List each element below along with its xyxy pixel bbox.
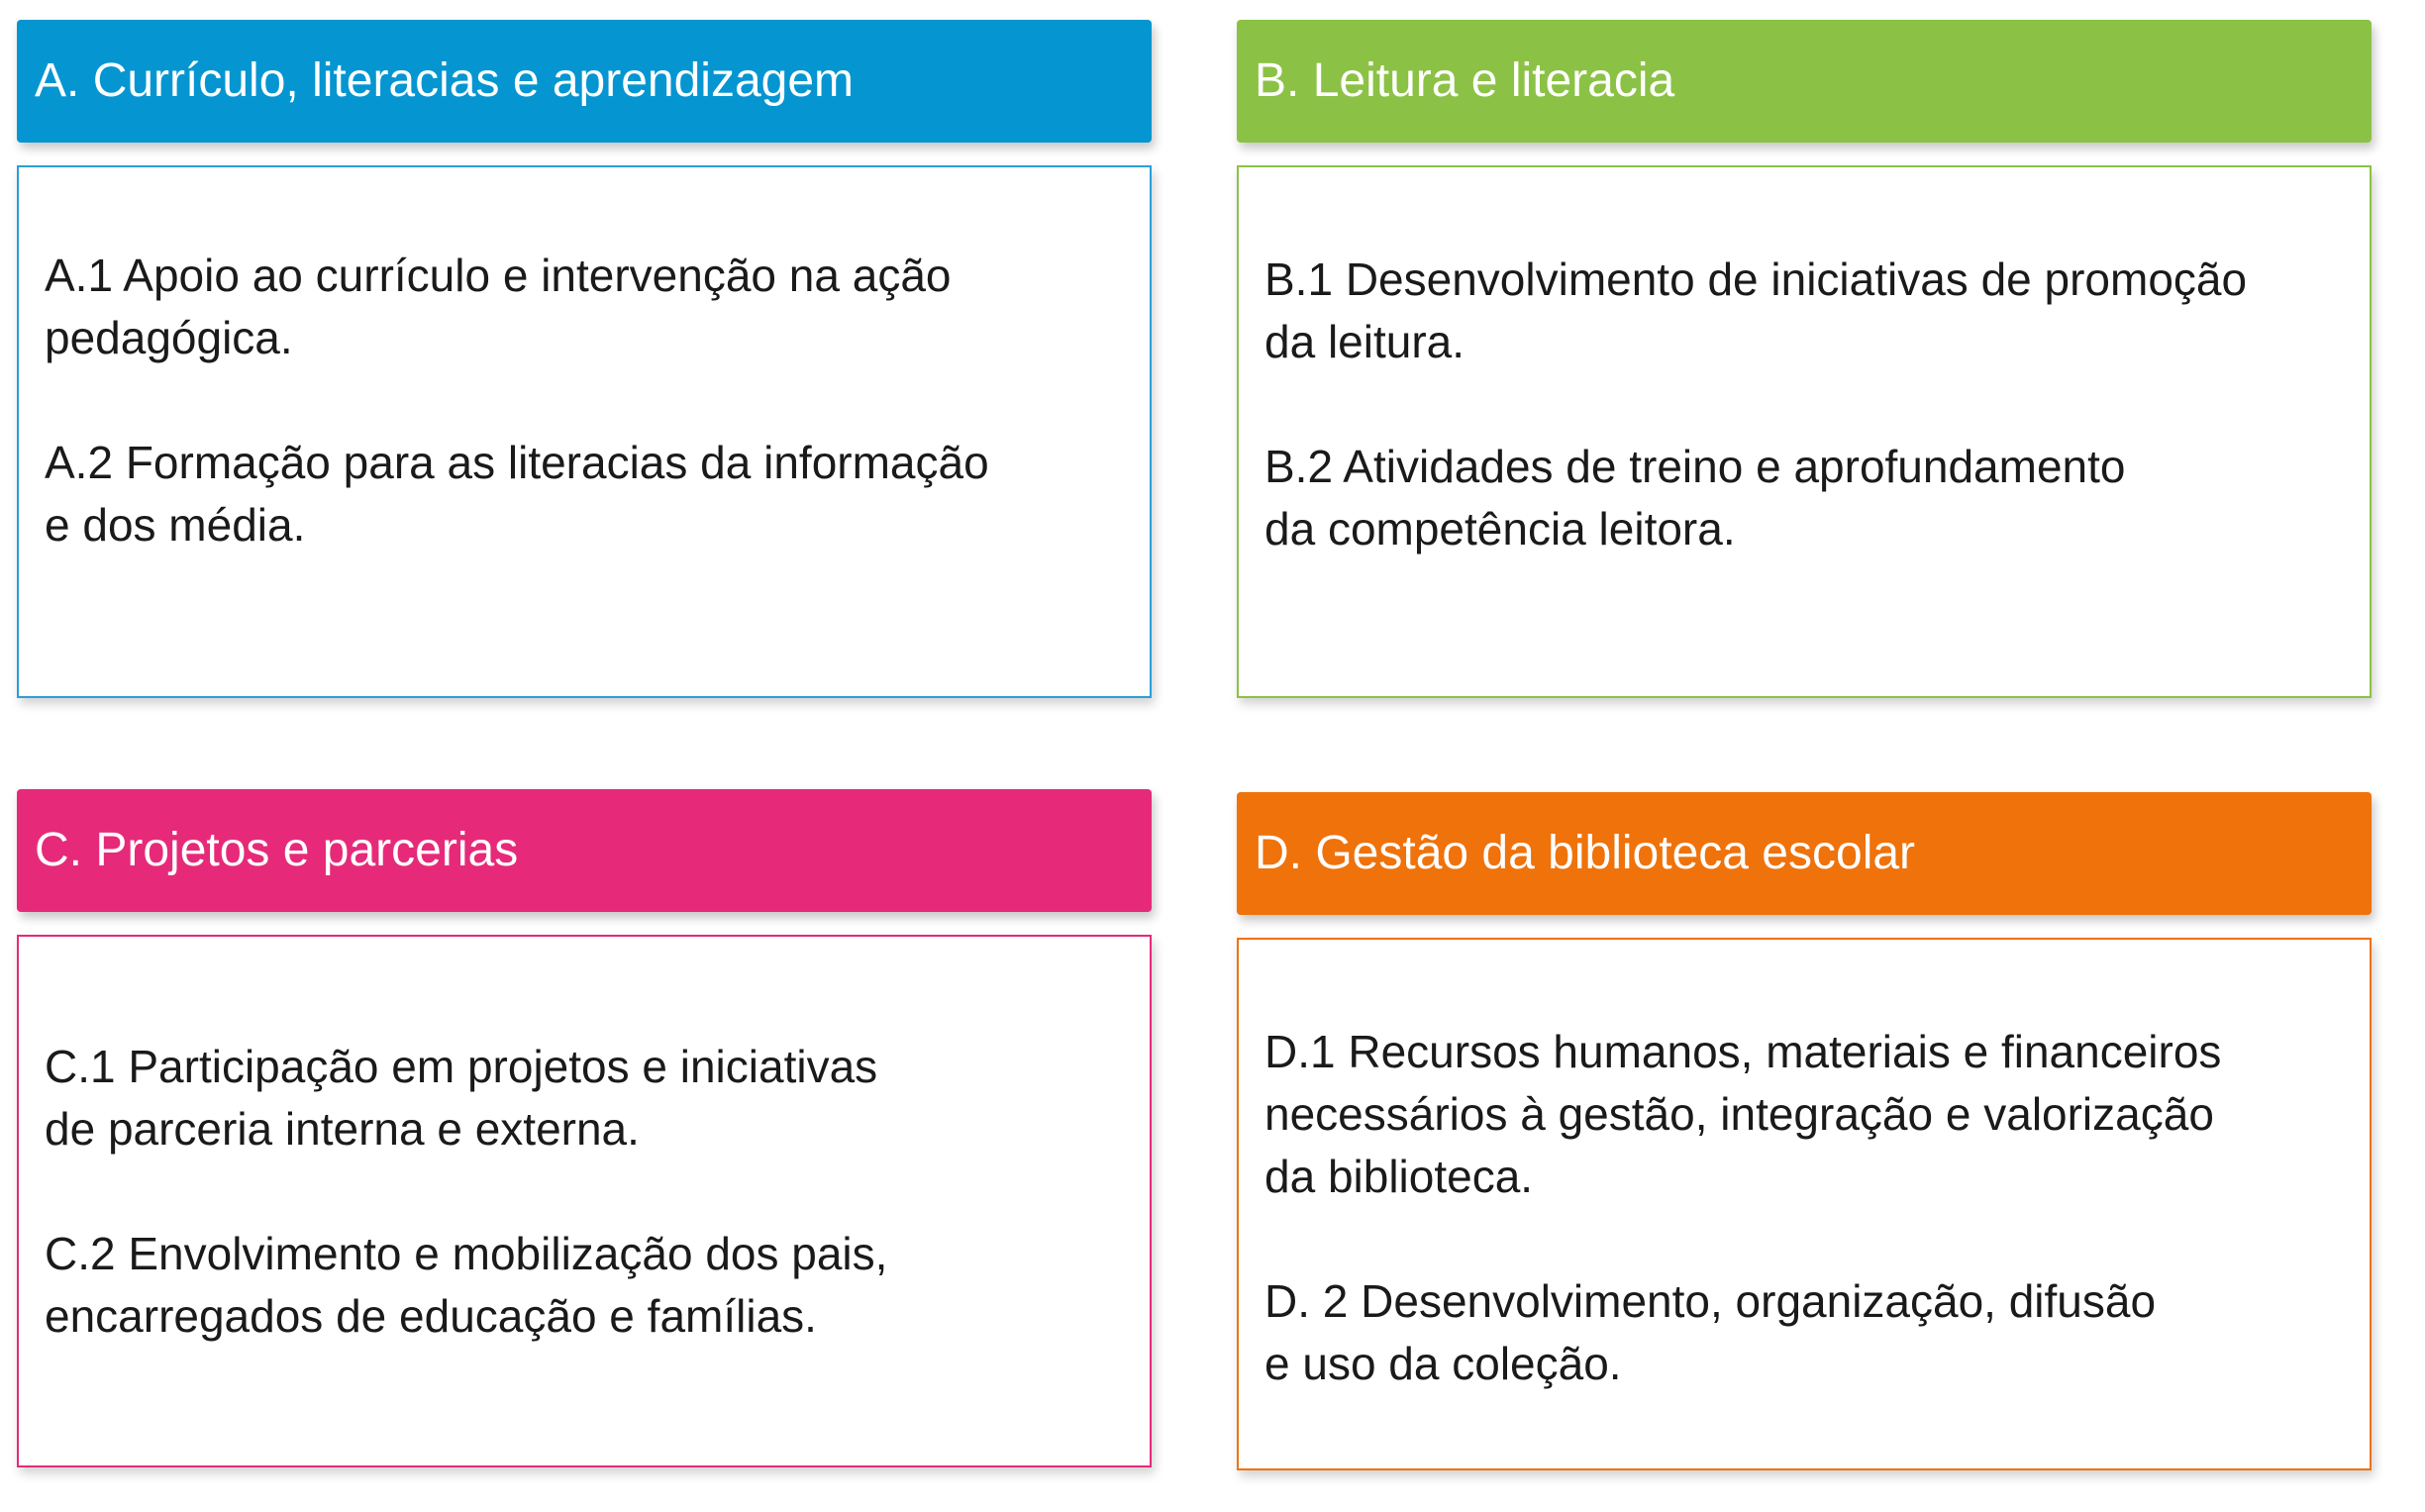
list-item: D.1 Recursos humanos, materiais e financeiros necessários à gestão, integração e valorização da biblioteca. <box>1264 1026 2222 1202</box>
panel-curriculo <box>17 20 1152 551</box>
panel-body <box>17 935 1152 1467</box>
list-item: B.1 Desenvolvimento de iniciativas de promoção da leitura. <box>1264 253 2248 367</box>
panel-header <box>17 789 1152 912</box>
panel-body <box>17 165 1152 698</box>
panel-body <box>1237 165 2372 698</box>
panel-header <box>17 20 1152 143</box>
panel-title: C. Projetos e parcerias <box>35 824 519 876</box>
list-item: C.2 Envolvimento e mobilização dos pais, encarregados de educação e famílias. <box>45 1228 888 1342</box>
panel-body <box>1237 938 2372 1470</box>
panel-header <box>1237 20 2372 143</box>
panel-title: A. Currículo, literacias e aprendizagem <box>35 54 855 107</box>
list-item: B.2 Atividades de treino e aprofundamento da competência leitora. <box>1264 441 2126 554</box>
list-item: D. 2 Desenvolvimento, organização, difusão e uso da coleção. <box>1264 1275 2157 1389</box>
list-item: C.1 Participação em projetos e iniciativas de parceria interna e externa. <box>45 1041 878 1155</box>
panel-projetos <box>17 789 1152 1342</box>
panel-gestao <box>1237 792 2372 1389</box>
panel-header <box>1237 792 2372 915</box>
panel-title: D. Gestão da biblioteca escolar <box>1255 827 1916 879</box>
list-item: A.1 Apoio ao currículo e intervenção na ação pedagógica. <box>45 250 952 363</box>
panel-title: B. Leitura e literacia <box>1255 54 1675 107</box>
panel-leitura <box>1237 20 2372 554</box>
list-item: A.2 Formação para as literacias da informação e dos média. <box>45 437 989 551</box>
